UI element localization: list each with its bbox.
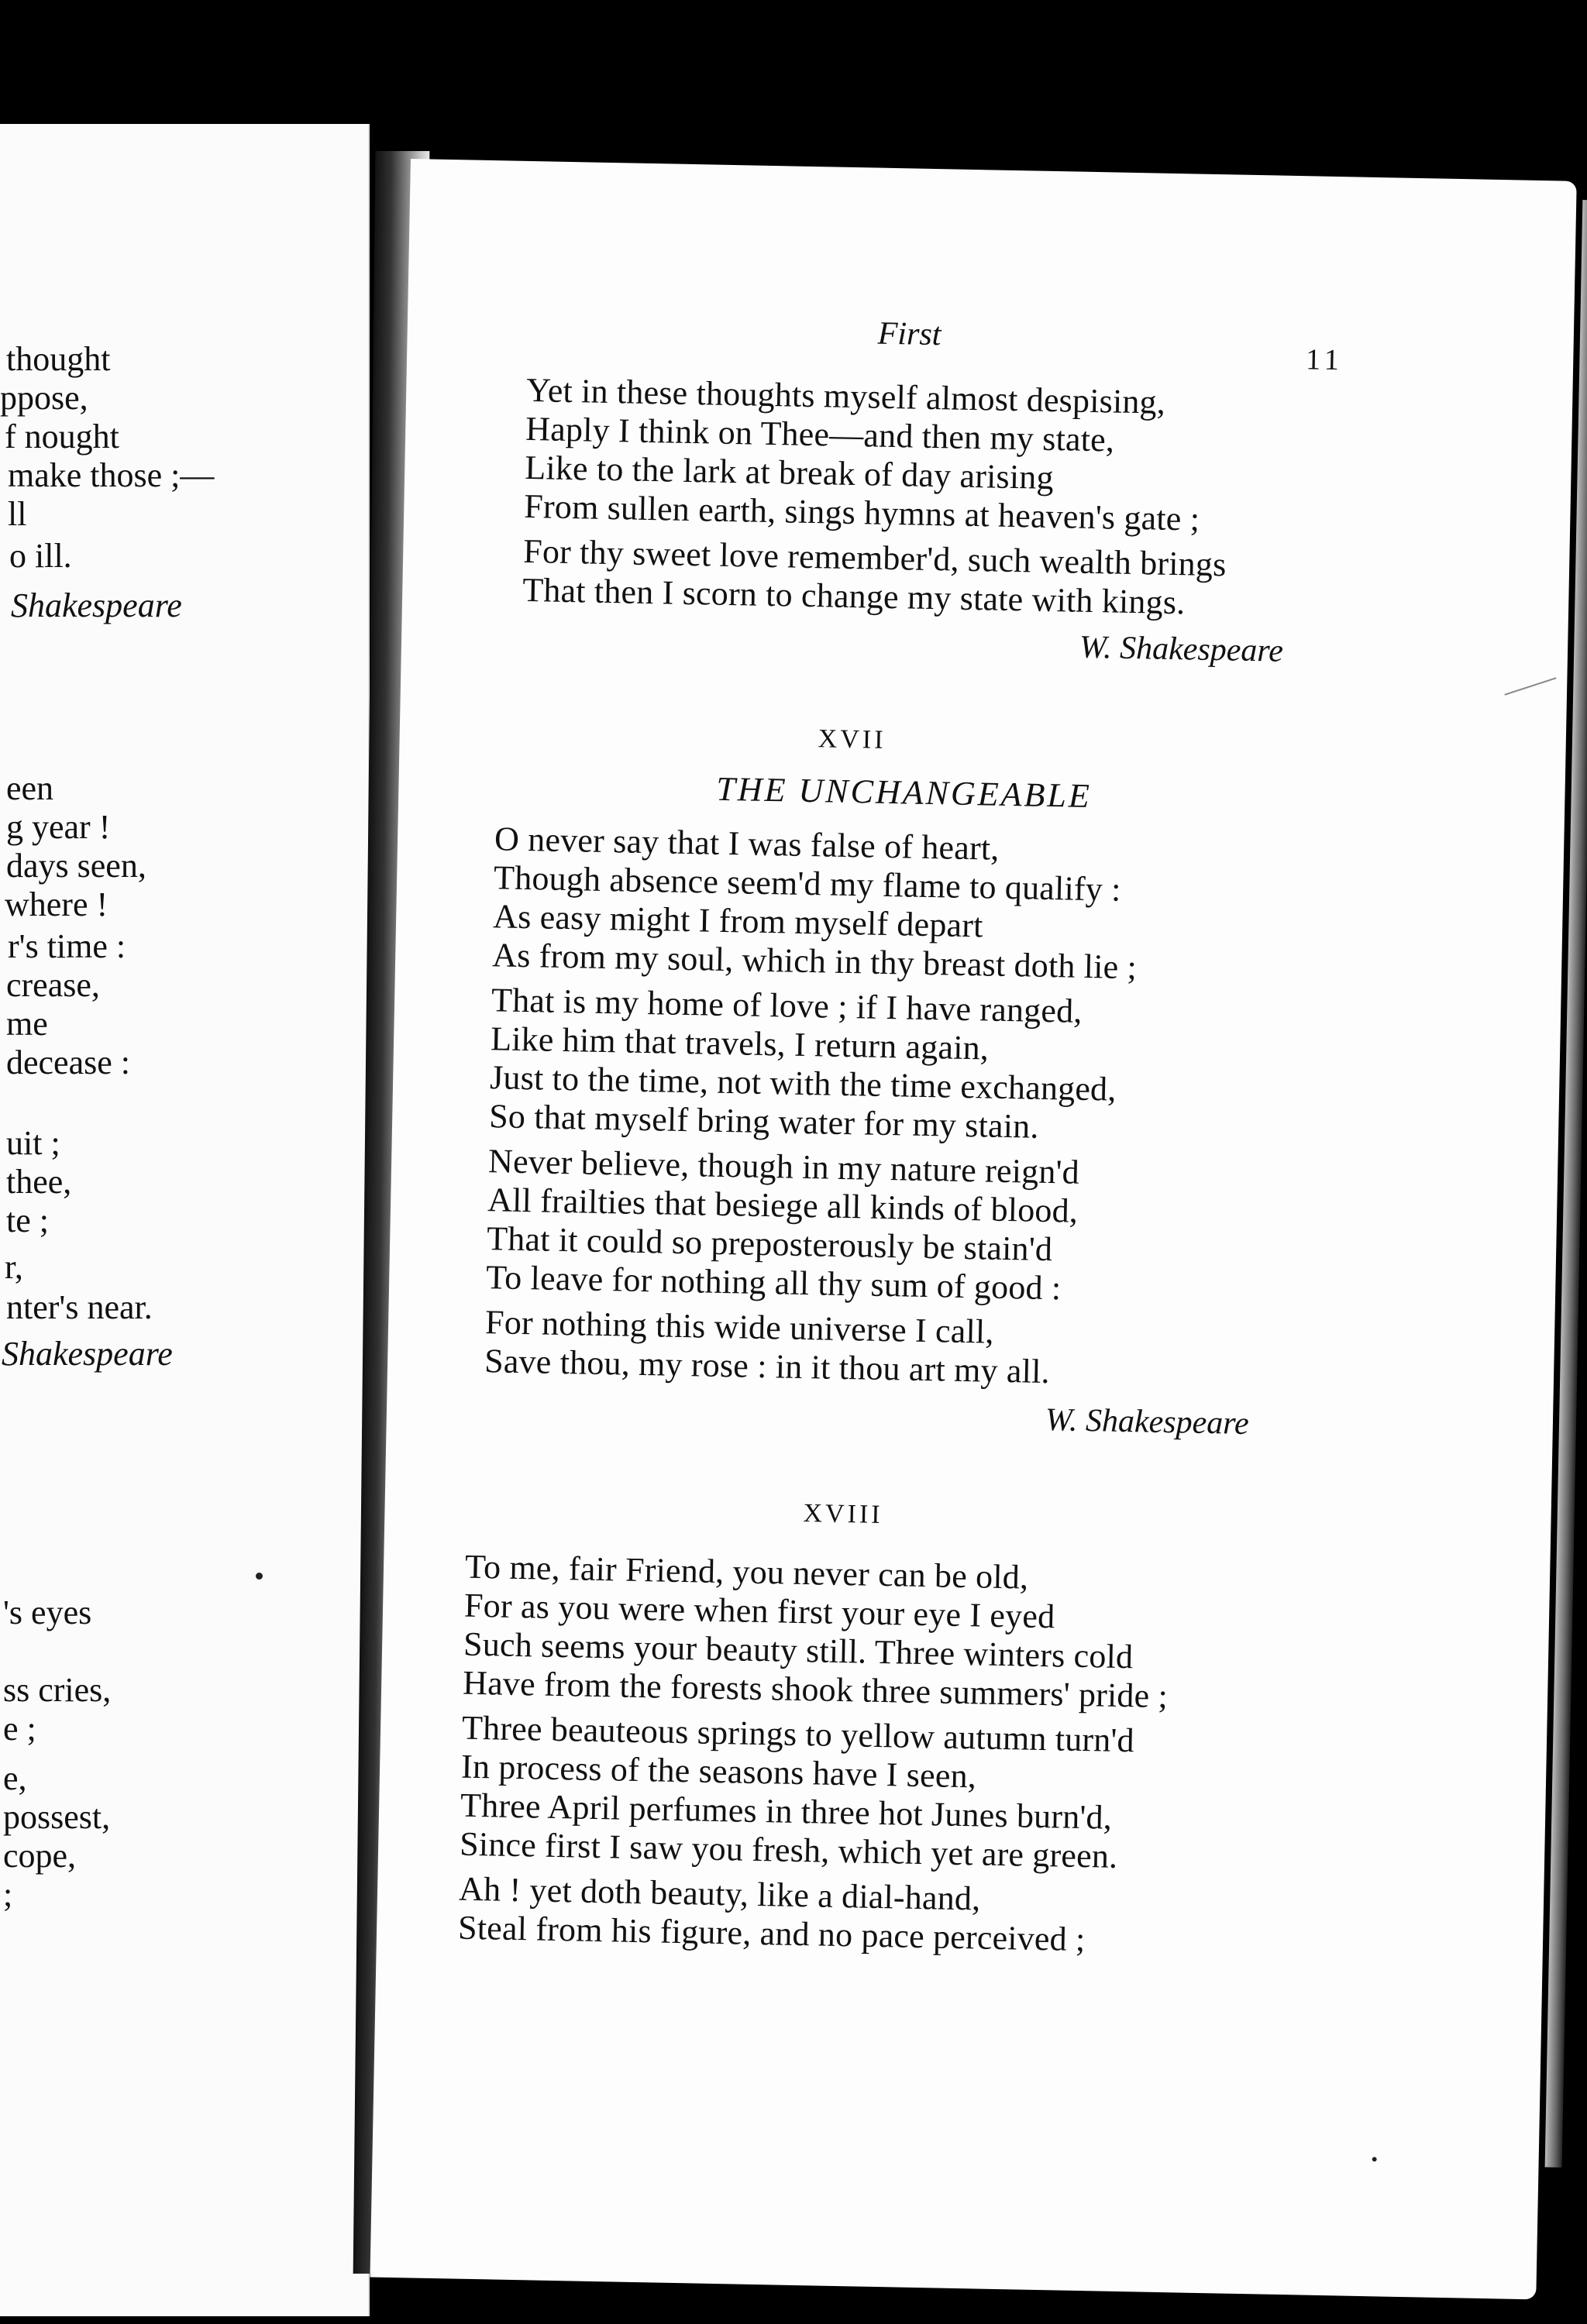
left-page [0,124,370,2316]
poem-line: Ah ! yet doth beauty, like a dial-hand, [458,1869,981,1918]
left-line: uit ; [6,1124,60,1162]
left-line: thee, [6,1163,72,1201]
poem-line: Since first I saw you fresh, which yet are green. [459,1824,1118,1875]
poem-line: From sullen earth, sings hymns at heaven's gate ; [523,486,1200,538]
left-line: te ; [6,1202,49,1239]
poem-line: Yet in these thoughts myself almost despising, [525,370,1166,421]
poem-line: That then I scorn to change my state with kings. [522,570,1186,622]
left-line: r, [5,1248,23,1286]
poem-line: Though absence seem'd my flame to qualify : [493,858,1122,909]
poem-line: Like to the lark at break of day arising [524,448,1055,497]
poem-line: Like him that travels, I return again, [490,1019,990,1067]
left-line: crease, [6,966,100,1004]
left-line: o ill. [9,537,72,575]
left-line: r's time : [8,927,126,965]
poem-line: Steal from his figure, and no pace perceived ; [457,1908,1086,1959]
poem-line: To me, fair Friend, you never can be old, [464,1547,1029,1597]
poem-line: All frailties that besiege all kinds of blood, [487,1181,1079,1230]
left-line: ll [8,495,27,533]
left-line: possest, [3,1798,111,1836]
poem-line: O never say that I was false of heart, [494,820,1000,868]
left-line: ; [3,1875,13,1913]
poem-line: Haply I think on Thee—and then my state, [525,409,1115,459]
left-line: days seen, [6,847,146,885]
left-line: f nought [5,418,119,456]
left-attribution: Shakespeare [11,586,182,624]
poem-line: Just to the time, not with the time exchanged, [489,1058,1117,1109]
left-attribution: Shakespeare [2,1335,173,1373]
left-line: me [6,1005,48,1043]
poem-line: That is my home of love ; if I have ranged, [491,981,1083,1030]
poem-number: XVII [818,724,886,755]
left-line: e ; [3,1710,36,1748]
left-line: cope, [3,1837,77,1875]
poem-line: For thy sweet love remember'd, such wealth brings [522,531,1227,584]
poem-line: Have from the forests shook three summers' pride ; [462,1663,1169,1716]
left-line: nter's near. [6,1288,153,1326]
poem-line: As easy might I from myself depart [492,897,984,945]
poem-line: That it could so preposterously be stain'd [486,1219,1053,1269]
left-line: g year ! [6,808,111,846]
left-line: thought [6,340,111,378]
left-line: 's eyes [3,1593,92,1631]
poem-line: For nothing this wide universe I call, [484,1303,995,1351]
left-line: e, [3,1759,27,1797]
left-line: ss cries, [3,1671,112,1709]
left-line: decease : [6,1043,130,1081]
poem-line: For as you were when first your eye I eyed [463,1586,1055,1636]
poem-line: As from my soul, which in thy breast doth lie ; [491,936,1138,987]
attribution: W. Shakespeare [1079,629,1284,669]
poem-line: So that myself bring water for my stain. [488,1097,1040,1146]
poem-number: XVIII [803,1499,883,1530]
left-line: where ! [5,885,108,923]
ink-speck [256,1573,263,1580]
ink-speck [1372,2157,1377,2161]
left-line: make those ;— [8,456,215,494]
poem-line: Save thou, my rose : in it thou art my all. [484,1342,1051,1391]
poem-line: In process of the seasons have I seen, [460,1747,977,1796]
poem-line: Three beauteous springs to yellow autumn turn'd [461,1708,1135,1760]
running-head: First [877,315,942,353]
poem-line: Three April perfumes in three hot Junes burn'd, [460,1786,1113,1837]
left-line: een [6,769,54,807]
page-number: 11 [1305,343,1344,377]
poem-title: THE UNCHANGEABLE [715,769,1093,816]
poem-line: Never believe, though in my nature reign'd [487,1142,1080,1191]
attribution: W. Shakespeare [1045,1402,1250,1442]
right-page [370,159,1576,2299]
left-line: ppose, [0,379,88,417]
poem-line: To leave for nothing all thy sum of good : [485,1258,1062,1308]
poem-line: Such seems your beauty still. Three winters cold [463,1624,1134,1676]
